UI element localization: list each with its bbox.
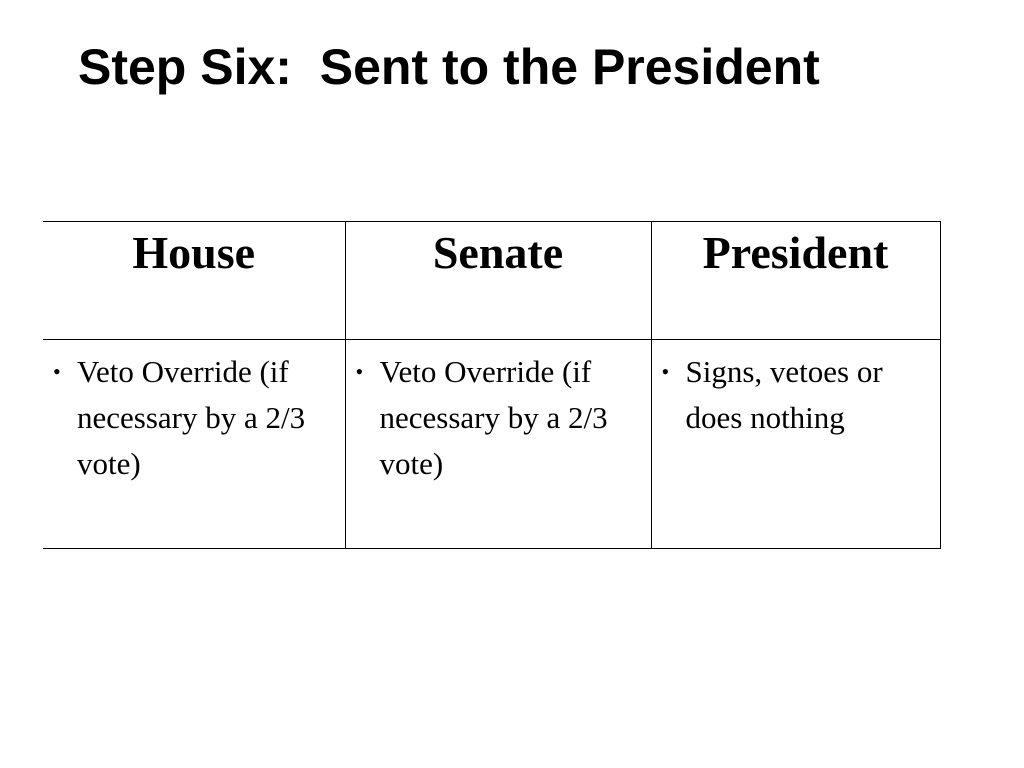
bullet-icon: • [355, 359, 364, 384]
cell-senate [345, 340, 651, 549]
list-item [660, 349, 934, 441]
list-item [354, 349, 645, 487]
header-senate: Senate [345, 222, 651, 340]
header-president: President [651, 222, 940, 340]
bullet-icon: • [53, 359, 61, 384]
header-house: House [43, 222, 345, 340]
bullet-icon: • [661, 359, 670, 384]
table-header-row [43, 222, 940, 340]
bullet-text: Veto Override (if necessary by a 2/3 vote) [379, 354, 608, 481]
slide-title: Step Six: Sent to the President [78, 39, 820, 95]
list-item [51, 349, 339, 487]
bullet-list [346, 340, 651, 487]
table-row [43, 340, 940, 549]
cell-president [651, 340, 940, 549]
bullet-text: Veto Override (if necessary by a 2/3 vote) [77, 354, 306, 481]
bullet-list [43, 340, 345, 487]
bullet-text: Signs, vetoes or does nothing [685, 354, 883, 435]
branches-table [43, 221, 941, 549]
bullet-list [652, 340, 940, 441]
cell-house [43, 340, 345, 549]
